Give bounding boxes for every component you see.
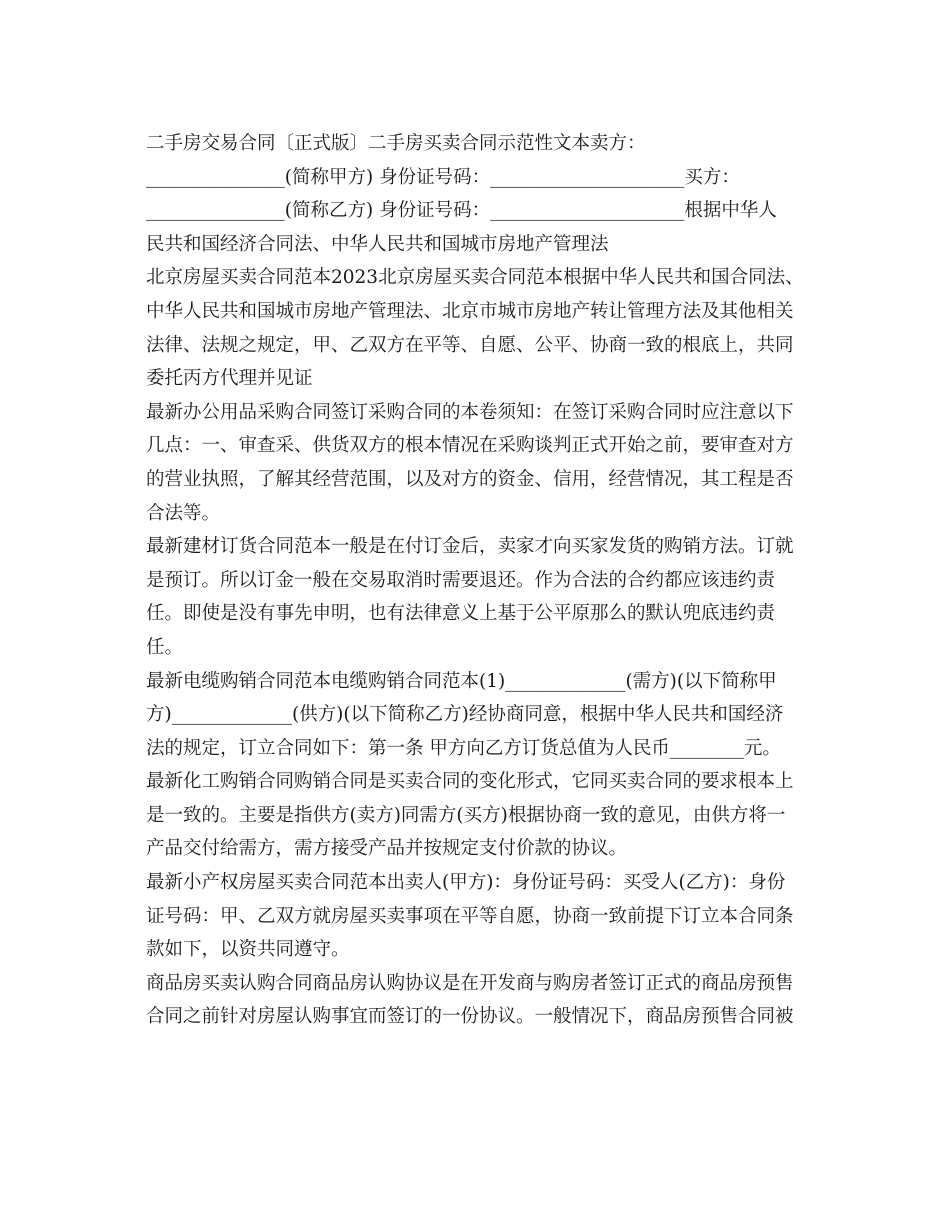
text-line: 北京房屋买卖合同范本2023北京房屋买卖合同范本根据中华人民共和国合同法、 — [146, 267, 804, 289]
text-line: 任。 — [146, 636, 184, 658]
text-line: 最新化工购销合同购销合同是买卖合同的变化形式，它同买卖合同的要求根本上 — [146, 771, 794, 793]
text-line: 法律、法规之规定，甲、乙双方在平等、自愿、公平、协商一致的根底上，共同 — [146, 334, 794, 356]
text-line: _______________(简称甲方) 身份证号码：_____________________买方： — [146, 166, 740, 188]
text-line: 商品房买卖认购合同商品房认购协议是在开发商与购房者签订正式的商品房预售 — [146, 972, 794, 994]
text-line: 最新办公用品采购合同签订采购合同的本卷须知：在签订采购合同时应注意以下 — [146, 401, 794, 423]
text-line: 合法等。 — [146, 502, 221, 524]
text-line: 法的规定，订立合同如下：第一条 甲方向乙方订货总值为人民币________元。 — [146, 737, 781, 759]
text-line: 款如下，以资共同遵守。 — [146, 939, 350, 961]
text-line: 最新电缆购销合同范本电缆购销合同范本(1)_____________(需方)(以下简称甲 — [146, 670, 777, 692]
text-line: 最新建材订货合同范本一般是在付订金后，卖家才向买家发货的购销方法。订就 — [146, 536, 794, 558]
text-line: 产品交付给需方，需方接受产品并按规定支付价款的协议。 — [146, 838, 628, 860]
text-line: 民共和国经济合同法、中华人民共和国城市房地产管理法 — [146, 233, 609, 255]
text-line: _______________(简称乙方) 身份证号码：_____________________根据中华人 — [146, 200, 777, 222]
text-line: 任。即使是没有事先申明，也有法律意义上基于公平原那么的默认兜底违约责 — [146, 603, 776, 625]
text-line: 委托丙方代理并见证 — [146, 368, 313, 390]
text-line: 中华人民共和国城市房地产管理法、北京市城市房地产转让管理方法及其他相关 — [146, 300, 794, 322]
text-line: 是一致的。主要是指供方(卖方)同需方(买方)根据协商一致的意见，由供方将一 — [146, 804, 786, 826]
text-line: 方)_____________(供方)(以下简称乙方)经协商同意，根据中华人民共和国经济 — [146, 704, 784, 726]
document-body — [146, 127, 806, 1034]
text-line: 几点：一、审查采、供货双方的根本情况在采购谈判正式开始之前，要审查对方 — [146, 435, 794, 457]
text-line: 最新小产权房屋买卖合同范本出卖人(甲方)：身份证号码：买受人(乙方)：身份 — [146, 872, 786, 894]
text-line: 合同之前针对房屋认购事宜而签订的一份协议。一般情况下，商品房预售合同被 — [146, 1006, 794, 1028]
text-line: 二手房交易合同〔正式版〕二手房买卖合同示范性文本卖方： — [146, 133, 646, 154]
text-line: 的营业执照，了解其经营范围，以及对方的资金、信用，经营情况，其工程是否 — [146, 468, 794, 490]
text-line: 证号码：甲、乙双方就房屋买卖事项在平等自愿，协商一致前提下订立本合同条 — [146, 905, 794, 927]
text-line: 是预订。所以订金一般在交易取消时需要退还。作为合法的合约都应该违约责 — [146, 569, 776, 591]
